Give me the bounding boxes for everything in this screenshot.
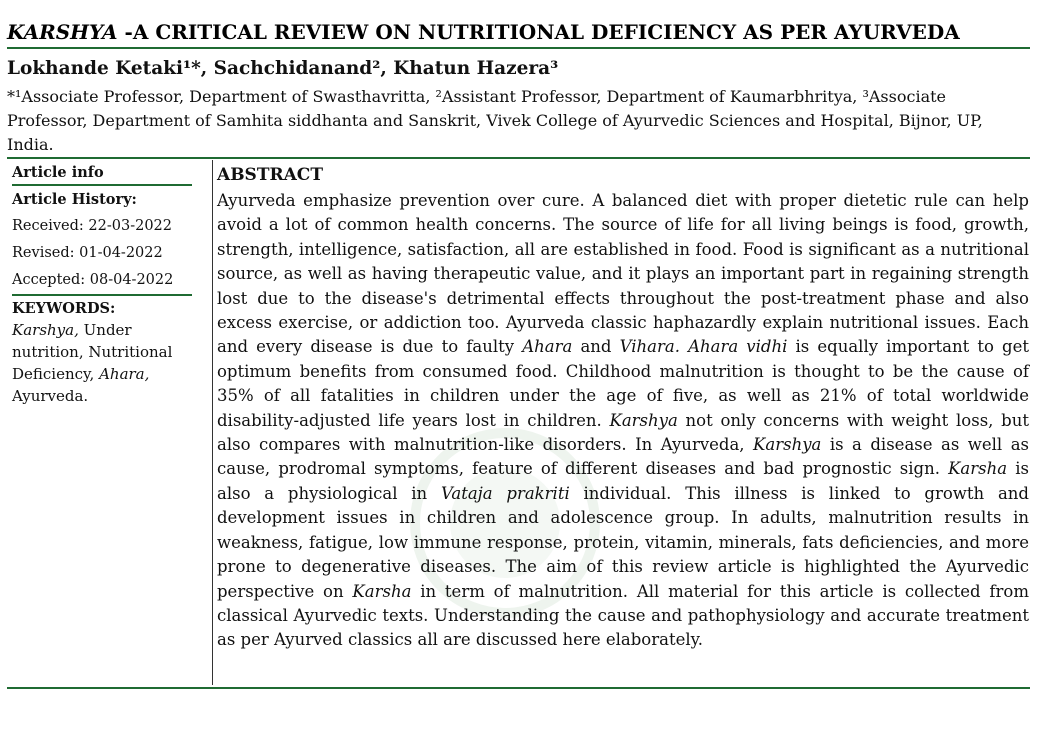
article-history-heading: Article History: [12, 191, 137, 208]
authors: Lokhande Ketaki¹*, Sachchidanand², Khatun Hazera³ [7, 58, 559, 79]
article-info-column [12, 162, 192, 407]
article-info-heading: Article info [12, 164, 104, 181]
keywords-heading: KEYWORDS: [12, 300, 116, 317]
abstract-segment: Karsha [352, 581, 412, 601]
header-rule [7, 157, 1030, 159]
received-date: Received: 22-03-2022 [12, 218, 172, 234]
accepted-date: Accepted: 08-04-2022 [12, 272, 174, 288]
abstract-section [217, 162, 1029, 653]
title-rest: -A CRITICAL REVIEW ON NUTRITIONAL DEFICIENCY AS PER AYURVEDA [117, 20, 960, 44]
abstract-segment: and [572, 337, 620, 357]
footer-rule [7, 687, 1030, 689]
abstract-segment: Karshya [609, 410, 678, 430]
abstract-segment: individual. This illness is linked to growth and development issues in children and adolescence group. In adults, malnutrition results in weakness, fatigue, low immune response, protein, vitamin, minerals, fats deficiencies, and more prone to degenerative diseases. The aim of this review article is highlighted the Ayurvedic perspective on [217, 483, 1029, 601]
keyword-segment: Ayurveda. [12, 387, 89, 405]
abstract-heading: ABSTRACT [217, 165, 323, 185]
keywords-rule [12, 294, 192, 296]
abstract-body [217, 189, 1029, 653]
abstract-segment: in term of malnutrition. All material for this article is collected from classical Ayurvedic texts. Understanding the cause and pathophysiology and accurate treatment as per Ayurved classics all are discussed here elaborately. [217, 581, 1029, 650]
abstract-segment: Ahara [522, 337, 573, 357]
abstract-segment: Vihara. Ahara vidhi [619, 337, 788, 357]
title-rule [7, 47, 1030, 49]
abstract-segment: is a disease as well as cause, prodromal symptoms, feature of different diseases and bad prognostic sign. [217, 435, 1029, 479]
abstract-segment: not only concerns with weight loss, but also compares with malnutrition-like disorders. In Ayurveda, [217, 410, 1029, 455]
keyword-segment: Ahara, [99, 365, 150, 383]
abstract-segment: Karshya [753, 435, 822, 455]
abstract-segment: is also a physiological in [217, 459, 1029, 503]
abstract-segment: Karsha [948, 459, 1008, 479]
keyword-segment: Karshya, [12, 321, 79, 339]
abstract-segment: is equally important to get optimum benefits from consumed food. Childhood malnutrition is thought to be the cause of 35% of all fatalities in children under the age of five, as well as 21% of total worldwide disability-adjusted life years lost in children. [217, 337, 1029, 430]
column-divider [212, 160, 213, 685]
abstract-segment: Ayurveda emphasize prevention over cure. A balanced diet with proper dietetic rule can help avoid a lot of common health concerns. The source of life for all living beings is food, growth, strength, intelligence, satisfaction, all are established in food. Food is significant as a nutritional source, as well as having therapeutic value, and it plays an important part in regaining strength lost due to the disease's detrimental effects throughout the post-treatment phase and also excess exercise, or addiction too. Ayurveda classic haphazardly explain nutritional issues. Each and every disease is due to faulty [217, 191, 1029, 357]
paper-title [7, 20, 960, 44]
keyword-segment: Under nutrition, Nutritional Deficiency, [12, 321, 173, 383]
affiliations: *¹Associate Professor, Department of Swasthavritta, ²Assistant Professor, Department of Kaumarbhritya, ³Associate Professor, Department of Samhita siddhanta and Sanskrit, Vivek College of Ayurvedic Sciences and Hospital, Bijnor, UP, India. [7, 87, 983, 154]
keywords-list [12, 319, 192, 407]
abstract-segment: Vataja prakriti [440, 483, 570, 503]
revised-date: Revised: 01-04-2022 [12, 245, 163, 261]
title-italic: KARSHYA [7, 20, 118, 44]
